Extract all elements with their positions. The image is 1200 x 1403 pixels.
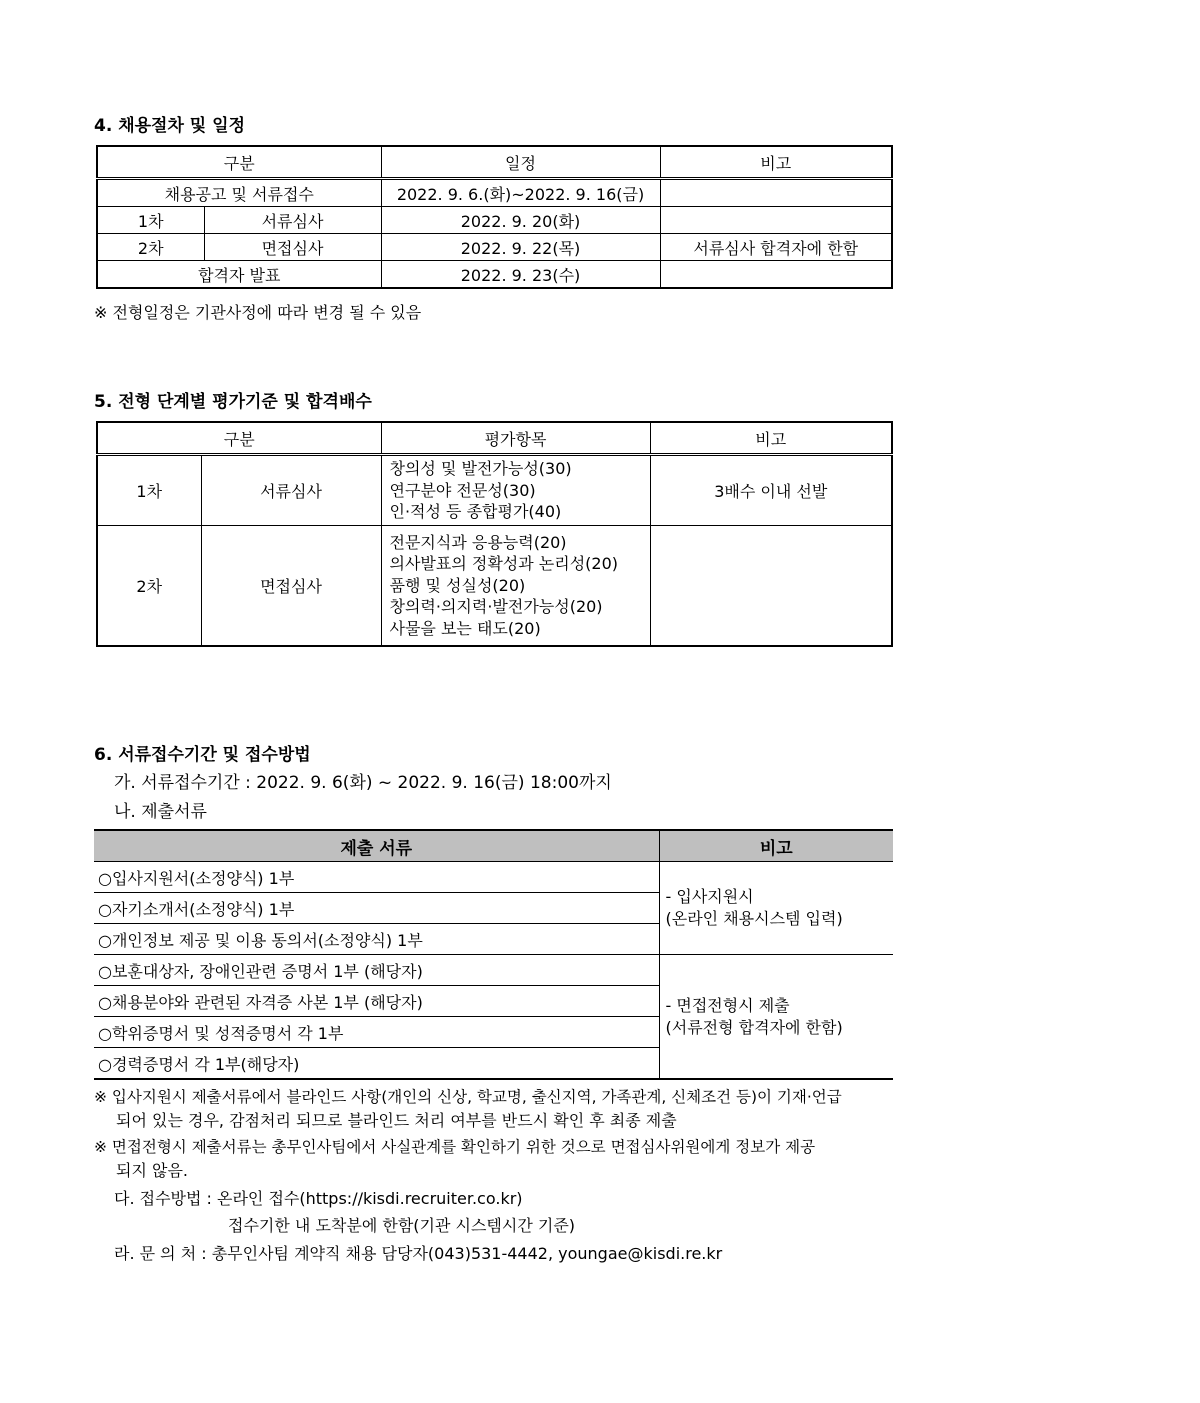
blind-note: [94, 1085, 904, 1133]
stage-cell: 면접심사: [204, 234, 381, 261]
header-remarks: 비고: [660, 146, 892, 179]
stage-cell: 서류심사: [201, 455, 381, 526]
note-line: 되어 있는 경우, 감점처리 되므로 블라인드 처리 여부를 반드시 확인 후 최종 제출: [116, 1111, 677, 1130]
document-item: ○경력증명서 각 1부(해당자): [94, 1048, 659, 1080]
section6-heading: 6. 서류접수기간 및 접수방법: [94, 745, 311, 765]
remarks-line: (온라인 채용시스템 입력): [665, 909, 843, 928]
evaluation-item: 창의력·의지력·발전가능성(20): [389, 597, 603, 616]
remarks-cell: 3배수 이내 선발: [650, 455, 892, 526]
remarks-cell: [660, 207, 892, 234]
stage-cell: 합격자 발표: [97, 261, 381, 289]
remarks-cell: [650, 525, 892, 646]
header-documents: 제출 서류: [94, 830, 659, 862]
schedule-cell: 2022. 9. 23(수): [381, 261, 660, 289]
stage-cell: 채용공고 및 서류접수: [97, 179, 381, 207]
evaluation-item: 의사발표의 정확성과 논리성(20): [389, 554, 619, 573]
evaluation-item: 인·적성 등 종합평가(40): [389, 502, 562, 521]
stage-cell: 면접심사: [201, 525, 381, 646]
table-row: [97, 261, 892, 289]
schedule-note: ※ 전형일정은 기관사정에 따라 변경 될 수 있음: [94, 303, 422, 322]
table-row: [97, 234, 892, 261]
table-header-row: [97, 422, 892, 455]
note-line: ※ 면접전형시 제출서류는 총무인사팀에서 사실관계를 확인하기 위한 것으로 면접심사위원에게 정보가 제공: [94, 1138, 816, 1156]
table-header-row: [94, 830, 893, 862]
document-item: ○학위증명서 및 성적증명서 각 1부: [94, 1017, 659, 1048]
criteria-table: [96, 421, 893, 647]
document-item: ○보훈대상자, 장애인관련 증명서 1부 (해당자): [94, 955, 659, 986]
remarks-cell: 서류심사 합격자에 한함: [660, 234, 892, 261]
evaluation-items-cell: [381, 455, 650, 526]
note-line: 되지 않음.: [116, 1161, 188, 1180]
round-cell: 1차: [97, 455, 201, 526]
table-row: [97, 207, 892, 234]
table-row: [94, 862, 893, 893]
round-cell: 2차: [97, 525, 201, 646]
interview-note: [94, 1135, 904, 1183]
schedule-cell: 2022. 9. 20(화): [381, 207, 660, 234]
header-remarks: 비고: [659, 830, 893, 862]
note-line: ※ 입사지원시 제출서류에서 블라인드 사항(개인의 신상, 학교명, 출신지역, 가족관계, 신체조건 등)이 기재·언급: [94, 1088, 842, 1106]
section4-heading: 4. 채용절차 및 일정: [94, 116, 245, 136]
document-item: ○자기소개서(소정양식) 1부: [94, 893, 659, 924]
header-schedule: 일정: [381, 146, 660, 179]
documents-label: 나. 제출서류: [114, 802, 207, 822]
document-item: ○개인정보 제공 및 이용 동의서(소정양식) 1부: [94, 924, 659, 955]
schedule-cell: 2022. 9. 22(목): [381, 234, 660, 261]
method-line: 접수기한 내 도착분에 한함(기관 시스템시간 기준): [228, 1216, 576, 1235]
table-row: [97, 455, 892, 526]
header-items: 평가항목: [381, 422, 650, 455]
group2-remarks: [659, 955, 893, 1080]
remarks-line: - 입사지원시: [665, 887, 754, 906]
header-remarks: 비고: [650, 422, 892, 455]
round-cell: 1차: [97, 207, 204, 234]
header-category: 구분: [97, 146, 381, 179]
document-item: ○채용분야와 관련된 자격증 사본 1부 (해당자): [94, 986, 659, 1017]
table-header-row: [97, 146, 892, 179]
table-row: [97, 179, 892, 207]
document-item: ○입사지원서(소정양식) 1부: [94, 862, 659, 893]
group1-remarks: [659, 862, 893, 955]
evaluation-item: 품행 및 성실성(20): [389, 575, 526, 595]
header-category: 구분: [97, 422, 381, 455]
evaluation-items-cell: [381, 525, 650, 646]
remarks-line: - 면접전형시 제출: [665, 995, 790, 1015]
remarks-line: (서류전형 합격자에 한함): [665, 1017, 843, 1037]
section5-heading: 5. 전형 단계별 평가기준 및 합격배수: [94, 392, 372, 412]
evaluation-item: 전문지식과 응용능력(20): [389, 532, 567, 552]
contact-line: 라. 문 의 처 : 총무인사팀 계약직 채용 담당자(043)531-4442, youngae@kisdi.re.kr: [114, 1244, 723, 1263]
evaluation-item: 연구분야 전문성(30): [389, 480, 536, 500]
method-line: 다. 접수방법 : 온라인 접수(https://kisdi.recruiter.co.kr): [114, 1189, 523, 1208]
application-period: 가. 서류접수기간 : 2022. 9. 6(화) ~ 2022. 9. 16(금) 18:00까지: [114, 773, 612, 793]
schedule-cell: 2022. 9. 6.(화)~2022. 9. 16(금): [381, 179, 660, 207]
documents-table: [94, 829, 893, 1080]
evaluation-item: 창의성 및 발전가능성(30): [389, 459, 572, 478]
schedule-table: [96, 145, 893, 289]
round-cell: 2차: [97, 234, 204, 261]
table-row: [97, 525, 892, 646]
remarks-cell: [660, 261, 892, 289]
evaluation-item: 사물을 보는 태도(20): [389, 618, 541, 638]
stage-cell: 서류심사: [204, 207, 381, 234]
remarks-cell: [660, 179, 892, 207]
table-row: [94, 955, 893, 986]
